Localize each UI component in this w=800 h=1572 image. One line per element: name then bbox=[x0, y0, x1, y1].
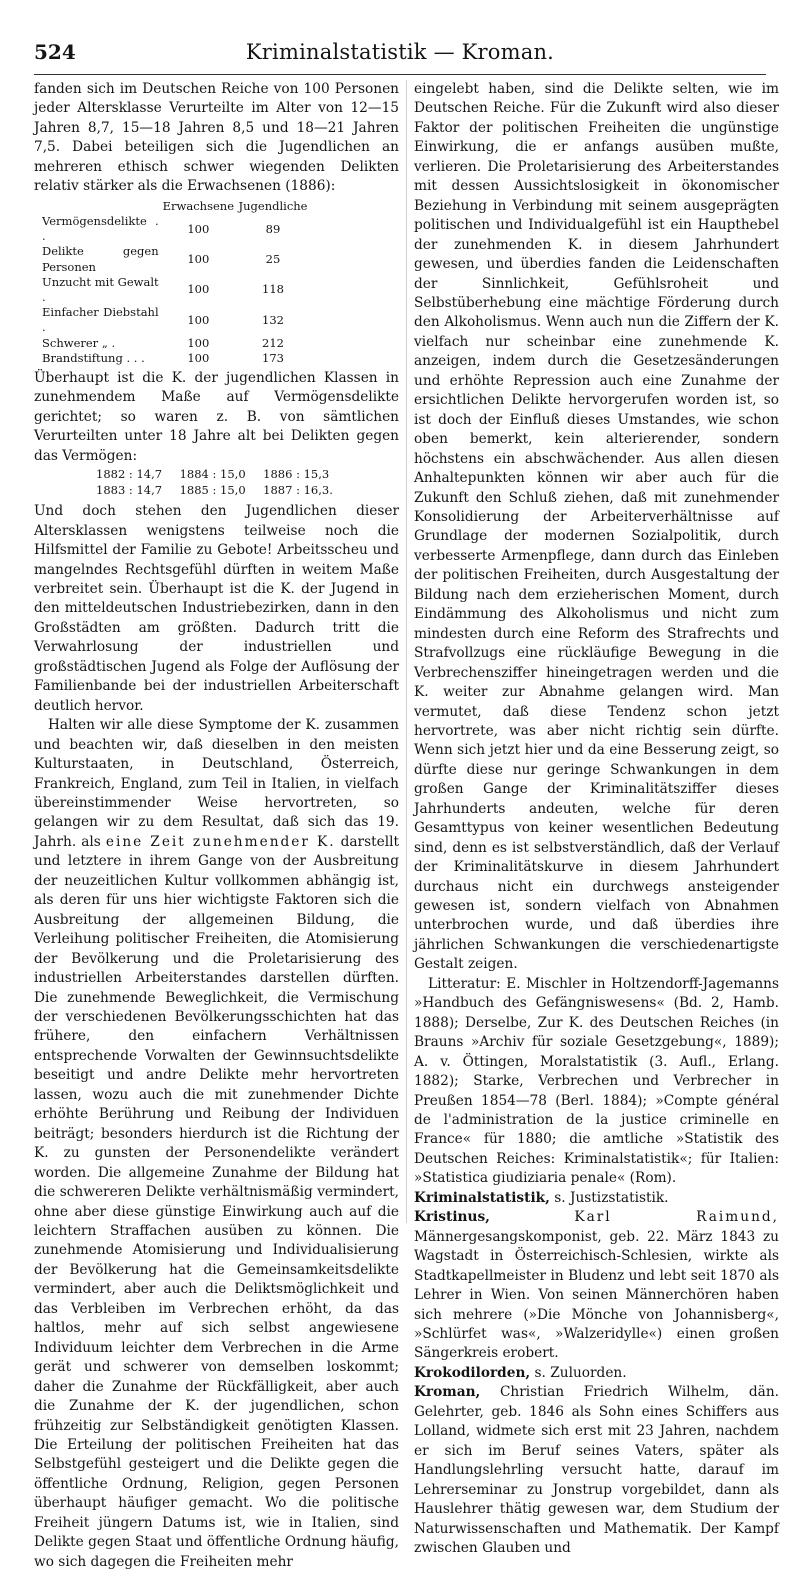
stat-cell: 1886 : 15,3 bbox=[263, 467, 330, 482]
table-cell-youth: 89 bbox=[265, 221, 281, 236]
entry-lemma: Kriminalstatistik, bbox=[414, 1189, 550, 1206]
entry-krokodilorden bbox=[414, 1364, 779, 1383]
table-row bbox=[40, 214, 310, 244]
table-row-label: Brandstiftung . . . bbox=[42, 350, 145, 365]
table-cell-adult: 100 bbox=[187, 350, 210, 365]
table-header-youth: Jugendliche bbox=[238, 198, 308, 213]
paragraph: fanden sich im Deutschen Reiche von 100 Personen jeder Altersklasse Verurteilte im Alter von 12—15 Jahren 8,7, 15—18 Jahren 8,5 und 18—21 Jahren 7,5. Dabei beteiligen sich die Jugendlichen an mehreren ethisch schwer wiegenden Delikten relativ stärker als die Erwachsenen (1886): bbox=[34, 81, 399, 195]
table-cell-adult: 100 bbox=[187, 221, 210, 236]
entry-kriminalstatistik bbox=[414, 1189, 779, 1208]
table-row-label: Vermögensdelikte . . bbox=[42, 213, 159, 244]
entry-name: Karl Raimund, bbox=[489, 1209, 779, 1226]
table-header-row bbox=[40, 199, 310, 214]
table-cell-youth: 132 bbox=[262, 312, 284, 327]
header-rule bbox=[34, 74, 766, 75]
table-cell-youth: 173 bbox=[262, 350, 284, 365]
right-column bbox=[414, 80, 779, 1556]
age-comparison-table bbox=[40, 199, 310, 366]
text-run: darstellt und letztere in ihrem Gange von der Ausbreitung der neuzeitlichen Kultur vollkommen abhängig ist, als deren für uns hier wichtigste Faktoren sich die Ausbreitung der allgemeinen Bildung, die Verleihung politischer Freiheiten, die Atomisierung der Bevölkerung und die Proletarisierung des industriellen Arbeiterstandes darstellen dürften. Die zunehmende Beweglichkeit, die Vermischung der verschiedenen Bevölkerungsschichten hat das frühere, den einfachern Verhältnissen entsprechende Vorwalten der Gewinnsuchtsdelikte beseitigt und andre Delikte mehr hervortreten lassen, wozu auch die mit zunehmender Dichte erhöhte Berührung und Reibung der Individuen beiträgt; besonders hierdurch ist die Richtung der K. zu gunsten der Personendelikte verändert worden. Die allgemeine Zunahme der Bildung hat die schwereren Delikte verhältnismäßig vermindert, ohne aber diese günstige Einwirkung auch auf die leichtern Straffachen ausüben zu können. Die zunehmende Atomisierung und Individualisierung der Bevölkerung hat die Gemeinsamkeitsdelikte vermindert, aber auch die Deliktsmöglichkeit und das Verbleiben im Verbrechen erhöht, da das haltlos, mehr auf sich selbst angewiesene Individuum leichter dem Verbrechen in die Arme gerät und schwerer von demselben loskommt; daher die Zunahme der Rückfälligkeit, aber auch die Zunahme der K. der jugendlichen, schon frühzeitig zur Selbständigkeit genötigten Klassen. Die Erteilung der politischen Freiheiten hat das Selbstgefühl gesteigert und die Delikte gegen die öffentliche Ordnung, Religion, gegen Personen überhaupt häufiger gemacht. Wo die politische Freiheit jüngern Datums ist, wie in Italien, sind Delikte gegen Staat und öffentliche Ordnung häufig, wo sich dagegen die Freiheiten mehr bbox=[34, 833, 399, 1570]
stat-cell: 1882 : 14,7 bbox=[96, 467, 163, 482]
yearly-stats-table bbox=[96, 467, 351, 498]
table-cell-youth: 212 bbox=[262, 335, 284, 350]
entry-text: s. Justizstatistik. bbox=[549, 1189, 669, 1206]
table-cell-adult: 100 bbox=[187, 335, 210, 350]
stat-cell: 1883 : 14,7 bbox=[96, 482, 163, 497]
page-number: 524 bbox=[34, 40, 76, 64]
table-row bbox=[40, 351, 310, 366]
entry-lemma: Krokodilorden, bbox=[414, 1364, 531, 1381]
table-cell-youth: 118 bbox=[262, 282, 284, 297]
entry-text: Männergesangskomponist, geb. 22. März 1843 zu Wagstadt in Österreichisch-Schlesien, wirkte als Stadtkapellmeister in Bludenz und lebt seit 1870 als Lehrer in Wien. Von seinen Männerchören haben sich mehrere (»Die Mönche von Johannisberg«, »Schlürfet was«, »Walzeridylle«) einen großen Sängerkreis erobert. bbox=[414, 1228, 779, 1362]
entry-text: dän. Gelehrter, geb. 1846 als Sohn eines Schiffers aus Lolland, widmete sich erst mit 23 Jahren, nachdem er sich im Beruf seines Vaters, später als Handlungslehrling versucht hatte, darauf im Lehrerseminar zu Jonstrup vorgebildet, dann als Hauslehrer thätig gewesen war, dem Studium der Naturwissenschaften und Mathematik. Der Kampf zwischen Glauben und bbox=[414, 1384, 779, 1556]
stat-cell: 1887 : 16,3. bbox=[263, 482, 333, 497]
entry-lemma: Kroman, bbox=[414, 1384, 481, 1401]
paragraph: eingelebt haben, sind die Delikte selten, wie im Deutschen Reiche. Für die Zukunft wird also dieser Faktor der politischen Freiheiten die ungünstige Einwirkung, die er anfangs ausüben mußte, verlieren. Die Proletarisierung des Arbeiterstandes mit dessen Aussichtslosigkeit in ökonomischer Beziehung in Verbindung mit seinem ausgeprägten politischen und Individualgefühl ist ein Haupthebel der zunehmenden K. in diesem Jahrhundert gewesen, und überdies fanden die Leidenschaften der Sinnlichkeit, Gefühlsroheit und Selbstüberhebung eine mächtige Förderung durch den Alkoholismus. Wenn auch nun die Ziffern der K. vielfach nur scheinbar eine zunehmende K. anzeigen, indem durch die Gesetzesänderungen und erhöhte Repression auch eine Zunahme der ersichtlichen Delikte hervorgerufen worden ist, so ist doch der Einfluß dieses Umstandes, wie schon oben bemerkt, kein alterierender, sondern höchstens ein abschwächender. Aus allen diesen Anhaltepunkten können wir aber auch für die Zukunft den Schluß ziehen, daß mit zunehmender Konsolidierung der Arbeiterverhältnisse auf Grundlage der modernen Sozialpolitik, durch verbesserte Armenpflege, dann durch das Einleben der politischen Freiheiten, durch Ausgestaltung der Bildung nach dem erzieherischen Moment, durch Eindämmung des Alkoholismus und nicht zum mindesten durch eine Reform des Strafrechts und Strafvollzugs eine rückläufige Bewegung in die Verbrechensziffer hineingetragen werden und die K. weiter zur Abnahme gelangen wird. Man vermutet, daß diese Tendenz schon jetzt hervortrete, was aber nicht richtig sein dürfte. Wenn sich jetzt hier und da eine Besserung zeigt, so dürfte diese nur geringe Schwankungen in dem großen Gange der Kriminalitätsziffer dieses Jahrhunderts andeuten, welche für deren Gesamttypus von keiner wesentlichen Bedeutung sind, denn es ist selbstverständlich, daß der Verlauf der Kriminalitätskurve in diesem Jahrhundert durchaus nicht ein durchwegs ansteigender gewesen ist, sondern vielfach von Abnahmen unterbrochen wurde, und daß überdies ihre jährlichen Schwankungen die verschiedenartigste Gestalt zeigen. bbox=[414, 81, 779, 973]
table-row bbox=[40, 275, 310, 305]
entry-kristinus bbox=[414, 1208, 779, 1364]
table-cell-adult: 100 bbox=[187, 251, 210, 266]
table-row bbox=[96, 467, 351, 483]
stat-cell: 1884 : 15,0 bbox=[179, 467, 246, 482]
table-header-adult: Erwachsene bbox=[162, 198, 234, 213]
entry-kroman bbox=[414, 1383, 779, 1558]
text-run: Halten wir alle diese Symptome der K. zusammen und beachten wir, daß dieselben in den meisten Kulturstaaten, in Deutschland, Österreich, Frankreich, England, zum Teil in Italien, in vielfach übereinstimmender Weise hervortreten, so gelangen wir zu dem Resultat, daß sich das 19. Jahrh. als bbox=[34, 717, 399, 850]
table-cell-adult: 100 bbox=[187, 312, 210, 327]
left-column bbox=[34, 80, 399, 1570]
table-row-label: Einfacher Diebstahl . bbox=[42, 305, 159, 335]
literature-paragraph: Litteratur: E. Mischler in Holtzendorff-Jagemanns »Handbuch des Gefängniswesens« (Bd. 2, Hamb. 1888); Derselbe, Zur K. des Deutschen Reiches (in Brauns »Archiv für soziale Gesetzgebung«, 1889); A. v. Öttingen, Moralstatistik (3. Aufl., Erlang. 1882); Starke, Verbrechen und Verbrecher in Preußen 1854—78 (Berl. 1884); »Compte général de l'administration de la justice criminelle en France« für 1880; die amtliche »Statistik des Deutschen Reiches: Kriminalstatistik«; für Italien: »Statistica giudiziaria penale« (Rom). bbox=[414, 975, 779, 1187]
table-cell-adult: 100 bbox=[187, 282, 210, 297]
entry-name: Christian Friedrich Wilhelm, bbox=[480, 1384, 730, 1401]
table-header-empty bbox=[40, 199, 161, 214]
table-cell-youth: 25 bbox=[265, 251, 281, 266]
paragraph: Überhaupt ist die K. der jugendlichen Klassen in zunehmendem Maße auf Vermögensdelikte gerichtet; so waren z. B. von sämtlichen Verurteilten unter 18 Jahre alt bei Delikten gegen das Vermögen: bbox=[34, 369, 399, 464]
stat-cell: 1885 : 15,0 bbox=[179, 482, 246, 497]
column-divider bbox=[406, 80, 407, 1223]
running-title: Kriminalstatistik — Kroman. bbox=[245, 40, 555, 64]
entry-lemma: Kristinus, bbox=[414, 1209, 490, 1226]
emphasis-spaced: eine Zeit zunehmender K. bbox=[105, 833, 336, 850]
page-header bbox=[34, 40, 766, 70]
table-row bbox=[96, 483, 351, 499]
table-row bbox=[40, 336, 310, 351]
paragraph bbox=[34, 716, 399, 1572]
table-row bbox=[40, 244, 310, 274]
entry-text: s. Zuluorden. bbox=[530, 1364, 627, 1381]
table-row-label: Schwerer „ . bbox=[42, 335, 116, 350]
paragraph: Und doch stehen den Jugendlichen dieser Altersklassen wenigstens teilweise noch die Hilfsmittel der Familie zu Gebote! Arbeitsscheu und mangelndes Rechtsgefühl dürften in weitem Maße verbreitet sein. Überhaupt ist die K. der Jugend in den mitteldeutschen Industriebezirken, dann in den Großstädten am größten. Dadurch tritt die Verwahrlosung der industriellen und großstädtischen Jugend als Folge der Auflösung der Familienbande bei der industriellen Arbeiterschaft deutlich hervor. bbox=[34, 503, 399, 714]
table-row-label: Delikte gegen Personen bbox=[42, 244, 159, 274]
table-row bbox=[40, 305, 310, 335]
table-row-label: Unzucht mit Gewalt . bbox=[42, 274, 159, 304]
